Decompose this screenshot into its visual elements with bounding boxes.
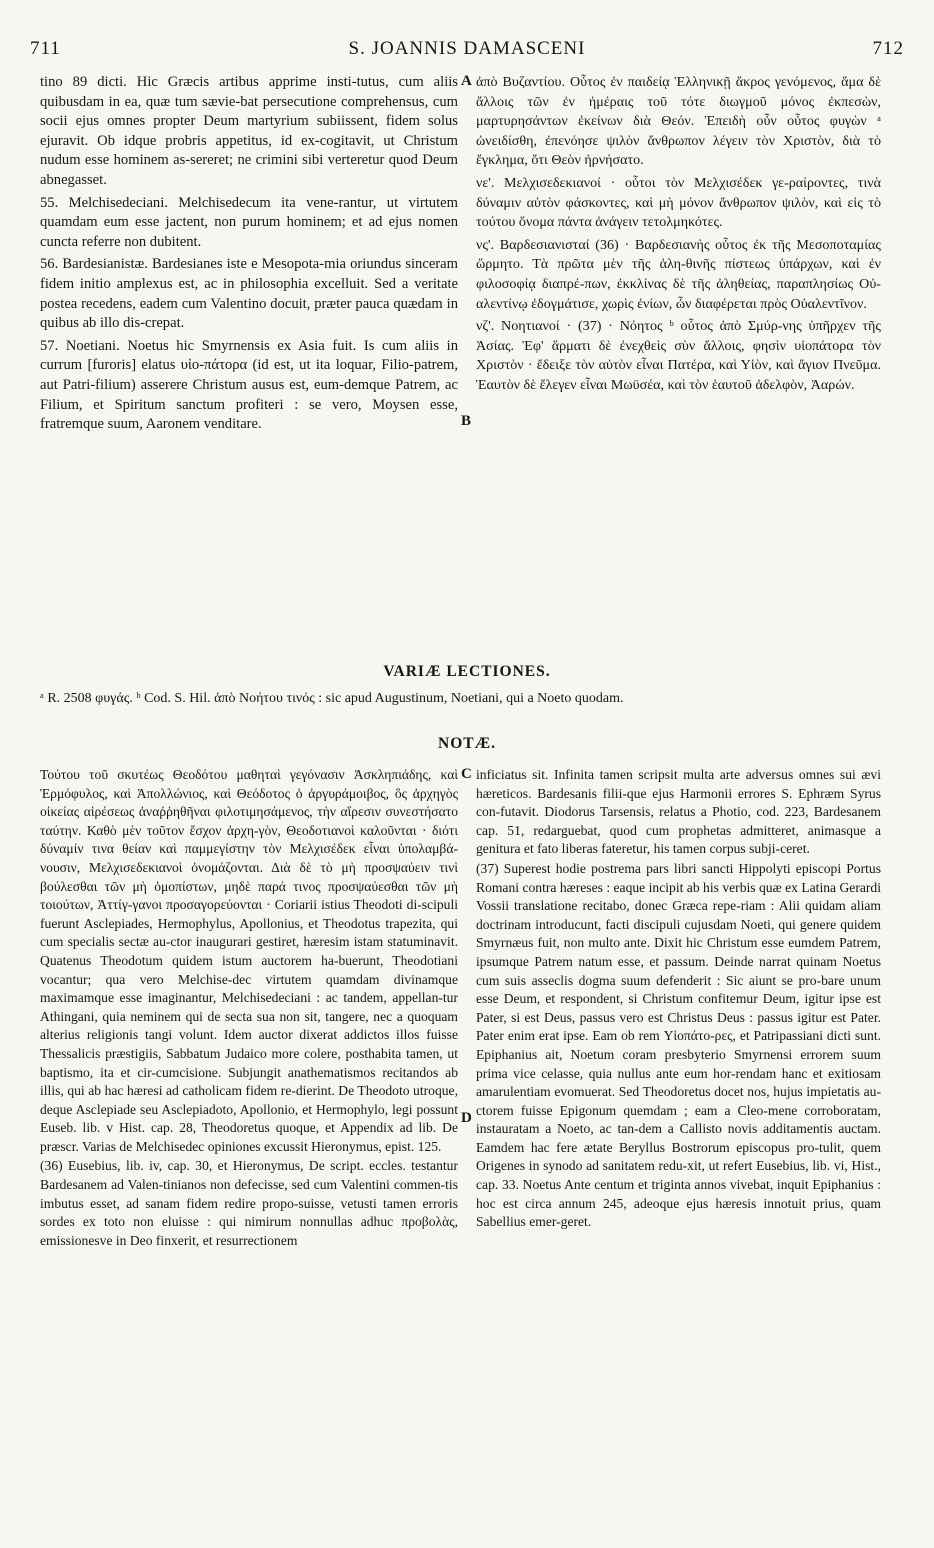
latin-paragraph: 55. Melchisedeciani. Melchisedecum ita vene-rantur, ut virtutem quamdam eum esse jactent, non purum hominem; et ad ejus nomen cuncta referre non dubitent. [40, 194, 458, 250]
latin-paragraph: 57. Noetiani. Noetus hic Smyrnensis ex Asia fuit. Is cum aliis in currum [furoris] elatus υἱο-πάτορα (id est, ut ita loquar, Filio-patrem, aut Patri-filium) asserere Christum ausus est, eum-demque Patrem, ac Filium, et Spiritum sanctum profiteri : se vero, Moysen esse, fratremque suum, Aaronem venditare. [40, 337, 458, 433]
notes-column-left [40, 766, 458, 1251]
running-title: S. JOANNIS DAMASCENI [348, 38, 586, 59]
greek-paragraph: νζ'. Νοητιανοί · (37) · Νόητος ᵇ οὗτος ἀπὸ Σμύρ-νης ὑπῆρχεν τῆς Ἀσίας. Ἐφ' ἅρματι δὲ ἐνεχθεὶς σὺν ἄλλοις, φησὶν υἱοπάτορα τὸν Χριστὸν · ἔδειξε τὸν αὐτὸν εἶναι Πατέρα, καὶ Υἱὸν, καὶ ἅγιον Πνεῦμα. Ἑαυτὸν δὲ ἔλεγεν εἶναι Μωϋσέα, καὶ τὸν ἑαυτοῦ ἀδελφὸν, Ἀαρών. [476, 318, 881, 393]
page-header [30, 38, 904, 70]
greek-column-top [476, 73, 881, 399]
margin-marker-a: A [461, 73, 472, 89]
latin-paragraph: tino 89 dicti. Hic Græcis artibus apprime insti-tutus, cum aliis quibusdam in ea, quæ tum sævie-bat persecutione comprehensus, cum socii ejus omnes propter Deum martyrium subiissent, fidem solus ejuravit. Ob idque probris appetitus, id ex-cogitavit, ut Christum nudum esse hominem as-sereret; ne crimini sibi verteretur quod Deum abnegasset. [40, 74, 458, 188]
left-page-number: 711 [30, 38, 61, 59]
notes-column-right [476, 766, 881, 1233]
note-paragraph: inficiatus sit. Infinita tamen scripsit multa arte adversus omnes sui ævi hæreticos. Bardesanis filii-que ejus Harmonii errores S. Ephræm Syrus con-futavit. Diodorus Tarsensis, relatus a Photio, cod. 223, Bardesanem cap. 51, redarguebat, quod cum prophetas admitteret, animasque a genitura et fato liberas fateretur, his tamen corpus subji-ceret. [476, 767, 881, 857]
margin-marker-d: D [461, 1110, 472, 1126]
latin-paragraph: 56. Bardesianistæ. Bardesianes iste e Mesopota-mia oriundus sinceram fidem initio amplexus est, ac in philosophia excelluit. Sed a veritate postea recedens, eadem cum Valentino docuit, præter pauca quædam in quibus ab illo dis-crepat. [40, 256, 458, 332]
right-page-number: 712 [872, 38, 904, 59]
margin-marker-c: C [461, 766, 472, 782]
margin-marker-b: B [461, 413, 472, 429]
note-paragraph: (37) Superest hodie postrema pars libri sancti Hippolyti episcopi Portus Romani contra hæreses : eaque incipit ab his verbis quæ ex Latina Gerardi Vossii translatione recitabo, donec Græca repe-riam : Alii quidam aliam doctrinam introducunt, facti discipuli cujusdam Noeti, qui genere quidem Smyrnæus fuit, non multo ante. Dixit hic Christum esse eumdem Patrem, ipsumque Patrem natum esse, et passum. Deinde narrat quinam Noetus cum suis asseclis dogma suum defenderit : Sic aiunt se pro-bare unum esse Deum, et respondent, si Christum confitemur Deum, igitur ipse est Pater, si est Deus, passus vero est Christus Deus : passus igitur est Pater. Pater enim erat ipse. Eam ob rem Υἱοπάτο-ρες, et Patripassiani dicti sunt. Epiphanius ait, Noetum coram presbyterio Smyrnensi errorem suum prima vice celasse, quia nullus ante eum hor-rendam hanc et exitiosam amarulentiam evomuerat. Sed Theodoretus docet nos, hujus impietatis au-ctorem fuisse Epigonum quemdam ; eam a Cleo-mene corroboratam, instauratam a Noeto, ac tan-dem a Callisto novis additamentis auctam. Eamdem hac fere ætate Beryllus Bostrorum episcopus pro-tulit, quem Origenes in synodo ad sanitatem redu-xit, ut refert Eusebius, lib. vi, Hist., cap. 33. Noetus Ante centum et triginta annos vivebat, inquit Epiphanius : hoc est circa annum 245, adeoque ejus hæresis innotuit prius, quam Sabellius emer-geret. [476, 860, 881, 1230]
notae-heading: NOTÆ. [438, 735, 496, 752]
note-paragraph: Τούτου τοῦ σκυτέως Θεοδότου μαθηταὶ γεγόνασιν Ἀσκληπιάδης, καὶ Ἑρμόφυλος, καὶ Ἀπολλώνιος, καὶ Θεόδοτος ὁ ἀργυράμοιβος, ὃς ἀρχηγὸς οἰκείας αἱρέσεως ἀναῤῥηθῆναι φιλοτιμησάμενος, τὴν αἵρεσιν συνεστήσατο ταύτην. Καθὸ μὲν τοῦτον ἔσχον ἀρχη-γὸν, Θεοδοτιανοὶ καλοῦνται · διότι δύναμίν τινα θείαν καὶ παμμεγίστην τὸν Μελχισέδεκ εἶναι ὑπολαμβά-νουσιν, Μελχισεδεκιανοὶ ὀνομάζονται. Διὰ δὲ τὸ μὴ προσψαύειν τινὶ βούλεσθαι τῶν μὴ ὁμοπίστων, μηδὲ παρά τινος προσψαύεσθαι τῶν μὴ τοιούτων, Ἀττίγ-γανοι προσαγορεύονται · Coriarii istius Theodoti di-scipuli fuerunt Asclepiades, Hermophylus, Apollonius, et Theodotus trapezita, qui cum specialis sectæ au-ctor inaugurari gestiret, hæresim istam statuminavit. Quatenus Theodotum quidem istum auctorem ha-buerunt, Theodotiani vocantur; qua vero Melchise-dec virtutem quamdam divinamque maximamque esse imaginantur, Melchisedeciani : ac tandem, appellan-tur Athingani, quia neminem qui de secta sua non sit, tangere, nec a quoquam alterius religionis tangi volunt. Idem auctor dixerat addictos illos fuisse Thessalicis præstigiis, Sabbatum Judaico more colere, posthabita tamen, ut baptismo, ita et cir-cumcisione. Subjungit anathematismos recitandos ab illis, qui ab hac hæresi ad catholicam fidem re-dierint. De Theodoto utroque, deque Asclepiade seu Asclepiadoto, Apollonio, et Hermophylo, legi possunt Euseb. lib. v Hist. cap. 28, Theodoretus quoque, et Appendix ad lib. De præscr. Varias de Melchisedec opiniones excussit Hieronymus, epist. 125. [40, 767, 458, 1154]
variae-lectiones-text: ᵃ R. 2508 φυγάς. ᵇ Cod. S. Hil. ἀπὸ Νοήτου τινός : sic apud Augustinum, Noetiani, qui a Noeto quodam. [40, 691, 624, 706]
greek-paragraph: νς'. Βαρδεσιανισταί (36) · Βαρδεσιανὴς οὗτος ἐκ τῆς Μεσοποταμίας ὥρμητο. Τὰ πρῶτα μὲν τῆς ἀλη-θινῆς πίστεως ὑπάρχων, καὶ ἐν φιλοσοφίᾳ διαπρέ-πων, ἐκκλίνας δὲ τῆς ἀληθείας, παραπλησίως Οὐ-αλεντίνῳ ἐδογμάτισε, χωρὶς ἐνίων, ὧν διαφέρεται πρὸς Οὐαλεντῖνον. [476, 236, 881, 312]
latin-column-top [40, 73, 458, 438]
greek-paragraph: ἀπὸ Βυζαντίου. Οὗτος ἐν παιδείᾳ Ἑλληνικῇ ἄκρος γενόμενος, ἅμα δὲ ἄλλοις τῶν ἐν ἡμέραις τοῦ τότε διωγμοῦ μόνος ἐκπεσὼν, μαρτυρησάντων ἐκείνων διὰ Θεόν. Ἐπειδὴ οὖν οὗτος φυγὼν ᵃ ὠνειδίσθη, ἐπενόησε ψιλὸν ἄνθρωπον λέγειν τὸν Χριστὸν, διὰ τὸ ἔγκλημα, ὅτι Θεὸν ἠρνήσατο. [476, 74, 881, 169]
note-paragraph: (36) Eusebius, lib. iv, cap. 30, et Hieronymus, De script. eccles. testantur Bardesanem ad Valen-tinianos non defecisse, sed cum Valentini commen-tis imbutus esset, ad sanam fidem redire propo-suisse, vetusti tamen erroris sordes ex toto non eluisse : qui nimirum nonnullas adhuc προβολὰς, emissionesve in Deo finxerit, et resurrectionem [40, 1158, 458, 1248]
greek-paragraph: νε'. Μελχισεδεκιανοί · οὗτοι τὸν Μελχισέδεκ γε-ραίροντες, τινὰ δύναμιν αὐτὸν φάσκοντες, καὶ μὴ μόνον ἄνθρωπον ψιλὸν, καὶ εἰς τὸ τούτου ὄνομα πάντα ἀνάγειν τετολμηκότες. [476, 174, 881, 231]
variae-lectiones-heading: VARIÆ LECTIONES. [383, 663, 551, 680]
